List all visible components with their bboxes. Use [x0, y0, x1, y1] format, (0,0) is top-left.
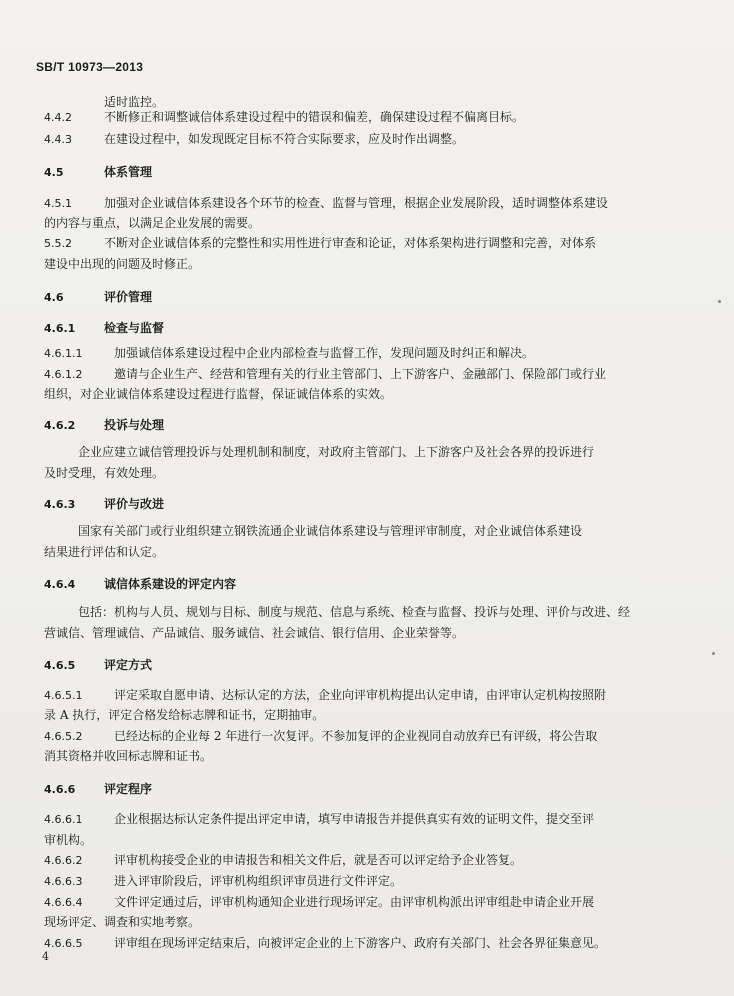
text-line: 4.6.6.1 企业根据达标认定条件提出评定申请，填写申请报告并提供真实有效的证明文件，提交至评 — [44, 812, 595, 826]
text-line: 4.6.5.2 已经达标的企业每 2 年进行一次复评。不参加复评的企业视同自动放弃已有评级，将公告取 — [44, 729, 598, 743]
text-line: 4.4.3 在建设过程中，如发现既定目标不符合实际要求，应及时作出调整。 — [44, 132, 465, 146]
paper-speck — [718, 300, 721, 303]
text-line: 4.6.6.4 文件评定通过后，评审机构通知企业进行现场评定。由评审机构派出评审组赴申请企业开展 — [44, 895, 595, 909]
text-line: 国家有关部门或行业组织建立钢铁流通企业诚信体系建设与管理评审制度，对企业诚信体系建设 — [78, 524, 583, 538]
text-line: 现场评定、调查和实地考察。 — [44, 915, 201, 929]
text-line: 包括：机构与人员、规划与目标、制度与规范、信息与系统、检查与监督、投诉与处理、评价与改进、经 — [78, 605, 631, 619]
subsection-heading: 4.6.4 诚信体系建设的评定内容 — [44, 577, 237, 591]
text-line: 4.6.6.2 评审机构接受企业的申请报告和相关文件后，就是否可以评定给予企业答复。 — [44, 853, 523, 867]
section-heading: 4.5 体系管理 — [44, 165, 153, 179]
text-line: 适时监控。 — [104, 95, 165, 109]
text-line: 4.4.2 不断修正和调整诚信体系建设过程中的错误和偏差，确保建设过程不偏离目标。 — [44, 110, 525, 124]
text-line: 录 A 执行，评定合格发给标志牌和证书，定期抽审。 — [44, 708, 325, 722]
paper-speck — [712, 652, 715, 655]
text-line: 消其资格并收回标志牌和证书。 — [44, 749, 213, 763]
text-line: 4.6.1.1 加强诚信体系建设过程中企业内部检查与监督工作，发现问题及时纠正和解决。 — [44, 346, 535, 360]
text-line: 4.5.1 加强对企业诚信体系建设各个环节的检查、监督与管理，根据企业发展阶段，适时调整体系建设 — [44, 196, 609, 210]
text-line: 4.6.6.3 进入评审阶段后，评审机构组织评审员进行文件评定。 — [44, 874, 403, 888]
text-line: 4.6.1.2 邀请与企业生产、经营和管理有关的行业主管部门、上下游客户、金融部门、保险部门或行业 — [44, 367, 607, 381]
subsection-heading: 4.6.6 评定程序 — [44, 782, 153, 796]
subsection-heading: 4.6.5 评定方式 — [44, 658, 153, 672]
page-number: 4 — [42, 950, 49, 963]
text-line: 企业应建立诚信管理投诉与处理机制和制度，对政府主管部门、上下游客户及社会各界的投诉进行 — [78, 445, 595, 459]
text-line: 5.5.2 不断对企业诚信体系的完整性和实用性进行审查和论证，对体系架构进行调整和完善，对体系 — [44, 236, 597, 250]
subsection-heading: 4.6.3 评价与改进 — [44, 497, 165, 511]
section-heading: 4.6 评价管理 — [44, 290, 153, 304]
text-line: 的内容与重点，以满足企业发展的需要。 — [44, 216, 261, 230]
text-line: 建设中出现的问题及时修正。 — [44, 257, 201, 271]
text-line: 及时受理，有效处理。 — [44, 466, 165, 480]
text-line: 4.6.6.5 评审组在现场评定结束后，向被评定企业的上下游客户、政府有关部门、社会各界征集意见。 — [44, 936, 607, 950]
text-line: 4.6.5.1 评定采取自愿申请、达标认定的方法，企业向评审机构提出认定申请，由评审认定机构按照附 — [44, 688, 607, 702]
text-line: 营诚信、管理诚信、产品诚信、服务诚信、社会诚信、银行信用、企业荣誉等。 — [44, 626, 465, 640]
subsection-heading: 4.6.2 投诉与处理 — [44, 418, 165, 432]
subsection-heading: 4.6.1 检查与监督 — [44, 321, 165, 335]
text-line: 组织，对企业诚信体系建设过程进行监督，保证诚信体系的实效。 — [44, 387, 393, 401]
text-line: 审机构。 — [44, 833, 93, 847]
standard-code-header: SB/T 10973—2013 — [36, 60, 144, 74]
text-line: 结果进行评估和认定。 — [44, 545, 165, 559]
